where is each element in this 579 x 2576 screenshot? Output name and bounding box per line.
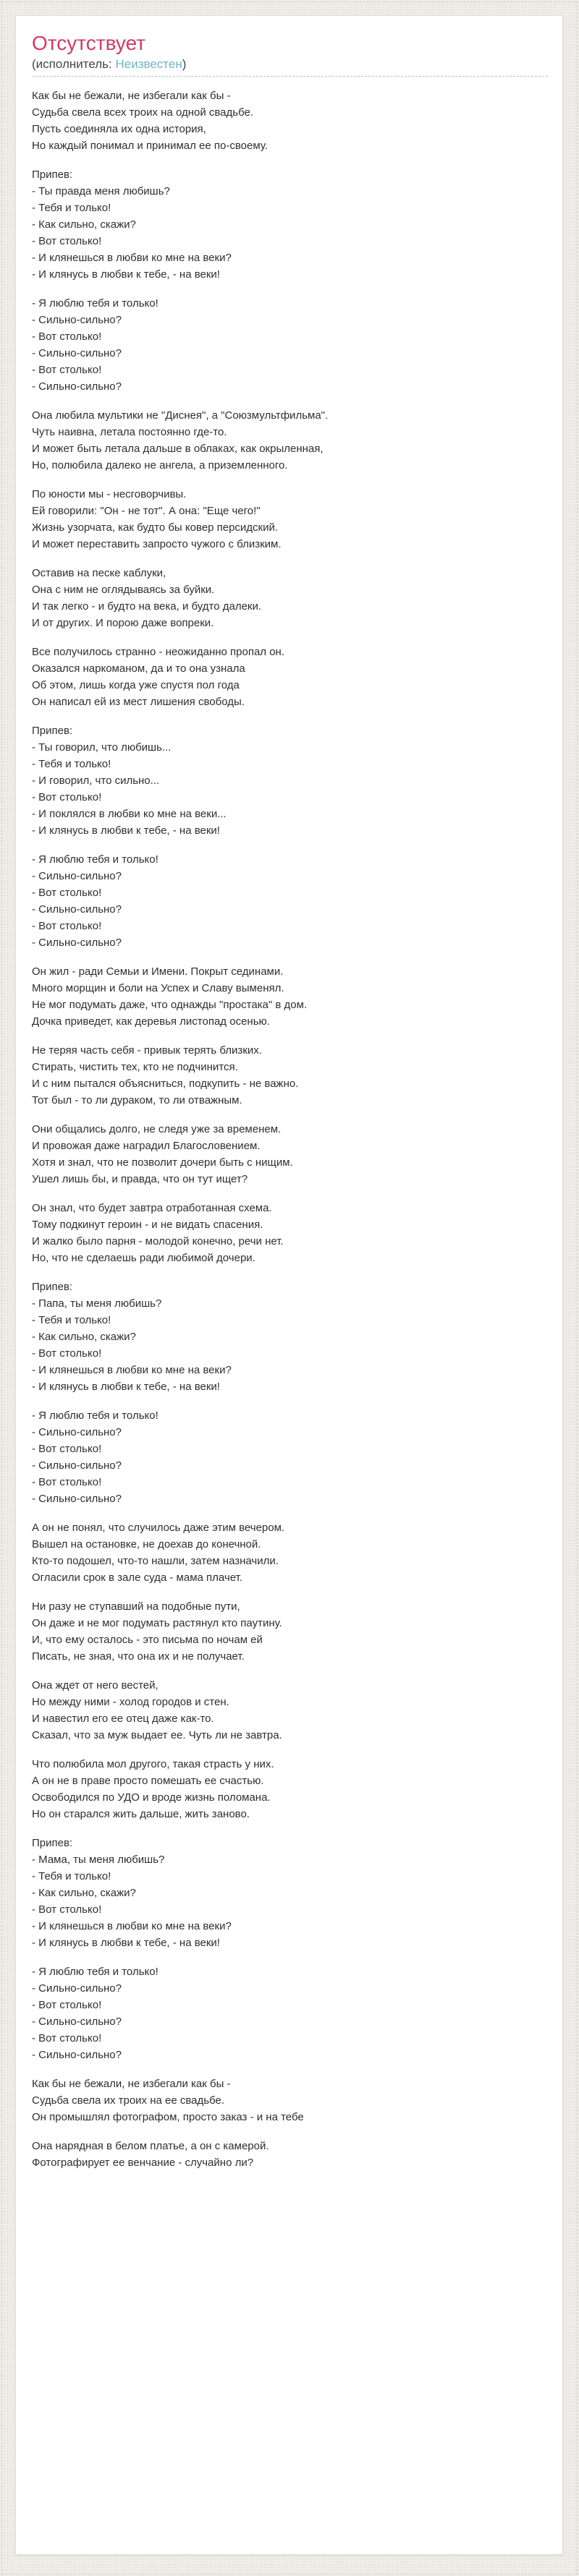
lyric-line: Припев:: [32, 1837, 73, 1849]
lyric-line: - Сильно-сильно?: [32, 937, 122, 949]
song-title: Отсутствует: [32, 32, 146, 54]
stanza: [32, 1121, 548, 1187]
lyric-line: И от других. И порою даже вопреки.: [32, 617, 214, 629]
lyric-line: - Вот столько!: [32, 1443, 102, 1455]
lyric-line: По юности мы - несговорчивы.: [32, 488, 187, 500]
lyric-line: Она с ним не оглядываясь за буйки.: [32, 584, 215, 596]
lyric-line: - Вот столько!: [32, 364, 102, 376]
lyric-line: Но он старался жить дальше, жить заново.: [32, 1808, 250, 1820]
lyric-line: - Тебя и только!: [32, 1314, 111, 1326]
lyric-line: - Сильно-сильно?: [32, 1426, 122, 1438]
lyric-line: Тот был - то ли дураком, то ли отважным.: [32, 1094, 242, 1106]
artist-link[interactable]: Неизвестен: [115, 57, 182, 71]
lyric-line: Она любила мультики не "Диснея", а "Союзмультфильма".: [32, 409, 329, 422]
lyric-line: Ей говорили: "Он - не тот". А она: "Еще чего!": [32, 505, 261, 517]
lyric-line: - Тебя и только!: [32, 202, 111, 214]
lyric-line: - Вот столько!: [32, 887, 102, 899]
lyric-line: - И клянешься в любви ко мне на веки?: [32, 1364, 232, 1376]
lyric-line: Он промышлял фотографом, просто заказ - и на тебе: [32, 2111, 304, 2123]
lyric-line: - Вот столько!: [32, 330, 102, 343]
lyric-line: - Папа, ты меня любишь?: [32, 1297, 162, 1310]
lyric-line: - Сильно-сильно?: [32, 2049, 122, 2061]
lyric-line: Пусть соединяла их одна история,: [32, 123, 206, 135]
stanza: [32, 1519, 548, 1586]
lyric-line: Судьба свела всех троих на одной свадьбе.: [32, 106, 254, 119]
lyric-line: Дочка приведет, как деревья листопад осенью.: [32, 1015, 270, 1028]
lyric-line: Вышел на остановке, не доехав до конечной.: [32, 1538, 261, 1551]
lyric-line: Судьба свела их троих на ее свадьбе.: [32, 2094, 225, 2107]
lyric-line: Что полюбила мол другого, такая страсть у них.: [32, 1758, 274, 1770]
stanza: [32, 1835, 548, 1951]
lyric-line: - Сильно-сильно?: [32, 1982, 122, 1995]
lyrics: [32, 88, 548, 2171]
lyric-line: - И клянусь в любви к тебе, - на веки!: [32, 824, 220, 837]
lyric-line: Припев:: [32, 1281, 73, 1293]
lyric-line: - Тебя и только!: [32, 1870, 111, 1882]
lyric-line: - И поклялся в любви ко мне на веки...: [32, 808, 227, 820]
lyric-line: Все получилось странно - неожиданно пропал он.: [32, 646, 285, 658]
stanza: [32, 1042, 548, 1109]
lyric-line: Жизнь узорчата, как будто бы ковер персидский.: [32, 521, 279, 534]
lyric-line: Сказал, что за муж выдает ее. Чуть ли не завтра.: [32, 1729, 282, 1741]
lyric-line: И так легко - и будто на века, и будто далеки.: [32, 600, 262, 613]
lyric-line: Но между ними - холод городов и стен.: [32, 1696, 229, 1708]
lyric-line: И провожая даже наградил Благословением.: [32, 1140, 261, 1152]
stanza: [32, 1756, 548, 1822]
lyric-line: - Как сильно, скажи?: [32, 1887, 136, 1899]
lyric-line: И может переставить запросто чужого с близким.: [32, 538, 282, 550]
lyric-line: Оставив на песке каблуки,: [32, 567, 166, 579]
lyric-line: - Сильно-сильно?: [32, 1459, 122, 1472]
lyric-line: Писать, не зная, что она их и не получает.: [32, 1650, 245, 1663]
lyric-line: - Ты правда меня любишь?: [32, 185, 170, 197]
lyric-line: Ни разу не ступавший на подобные пути,: [32, 1600, 240, 1613]
lyrics-card: [15, 15, 563, 2555]
lyric-line: И навестил его ее отец даже как-то.: [32, 1713, 214, 1725]
lyric-line: Стирать, чистить тех, кто не подчинится.: [32, 1061, 238, 1073]
lyric-line: Но, что не сделаешь ради любимой дочери.: [32, 1252, 255, 1264]
stanza: [32, 565, 548, 631]
stanza: [32, 166, 548, 283]
lyric-line: Она нарядная в белом платье, а он с камерой.: [32, 2140, 269, 2152]
lyric-line: Он жил - ради Семьи и Имени. Покрыт сединами.: [32, 965, 284, 978]
lyric-line: И может быть летала дальше в облаках, как окрыленная,: [32, 443, 324, 455]
lyric-line: Но каждый понимал и принимал ее по-своему.: [32, 140, 268, 152]
stanza: [32, 1279, 548, 1395]
lyric-line: - Вот столько!: [32, 1903, 102, 1916]
lyric-line: - Как сильно, скажи?: [32, 1331, 136, 1343]
lyric-line: Хотя и знал, что не позволит дочери быть с нищим.: [32, 1156, 293, 1169]
lyric-line: Кто-то подошел, что-то нашли, затем назначили.: [32, 1555, 279, 1567]
lyric-line: - Сильно-сильно?: [32, 903, 122, 916]
lyric-line: Припев:: [32, 725, 73, 737]
lyric-line: Он даже и не мог подумать растянул кто паутину.: [32, 1617, 282, 1629]
lyric-line: - Вот столько!: [32, 1999, 102, 2011]
stanza: [32, 851, 548, 951]
lyric-line: - И клянешься в любви ко мне на веки?: [32, 252, 232, 264]
lyric-line: Много морщин и боли на Успех и Славу выменял.: [32, 982, 284, 994]
lyric-line: - Сильно-сильно?: [32, 314, 122, 326]
stanza: [32, 644, 548, 710]
stanza: [32, 1963, 548, 2063]
stanza: [32, 88, 548, 154]
lyric-line: Об этом, лишь когда уже спустя пол года: [32, 679, 240, 691]
lyric-line: - Сильно-сильно?: [32, 2016, 122, 2028]
lyric-line: - Сильно-сильно?: [32, 1493, 122, 1505]
stanza: [32, 2138, 548, 2171]
lyric-line: Чуть наивна, летала постоянно где-то.: [32, 426, 227, 438]
stanza: [32, 963, 548, 1030]
stanza: [32, 295, 548, 395]
stanza: [32, 2076, 548, 2125]
artist-line: [32, 58, 548, 77]
lyric-line: - Я люблю тебя и только!: [32, 853, 159, 866]
stanza: [32, 1407, 548, 1507]
lyric-line: А он не в праве просто помешать ее счастью.: [32, 1775, 264, 1787]
lyric-line: - Вот столько!: [32, 2032, 102, 2044]
lyric-line: Фотографирует ее венчание - случайно ли?: [32, 2157, 254, 2169]
lyric-line: - И клянусь в любви к тебе, - на веки!: [32, 1381, 220, 1393]
lyric-line: - Сильно-сильно?: [32, 380, 122, 393]
lyric-line: Он написал ей из мест лишения свободы.: [32, 696, 245, 708]
lyric-line: - И клянешься в любви ко мне на веки?: [32, 1920, 232, 1932]
lyric-line: - Мама, ты меня любишь?: [32, 1854, 165, 1866]
lyric-line: - И говорил, что сильно...: [32, 775, 160, 787]
lyric-line: Как бы не бежали, не избегали как бы -: [32, 90, 231, 102]
stanza: [32, 1677, 548, 1744]
lyric-line: И жалко было парня - молодой конечно, речи нет.: [32, 1235, 284, 1248]
lyric-line: И с ним пытался объясниться, подкупить - не важно.: [32, 1078, 299, 1090]
lyric-line: Не теряя часть себя - привык терять близких.: [32, 1044, 262, 1057]
lyric-line: - Вот столько!: [32, 791, 102, 803]
stanza: [32, 407, 548, 474]
lyric-line: - Тебя и только!: [32, 758, 111, 770]
lyric-line: - Сильно-сильно?: [32, 347, 122, 359]
lyric-line: Огласили срок в зале суда - мама плачет.: [32, 1571, 242, 1584]
stanza: [32, 1598, 548, 1665]
stanza: [32, 486, 548, 553]
lyric-line: Но, полюбила далеко не ангела, а приземленного.: [32, 459, 288, 472]
artist-label-prefix: (исполнитель:: [32, 57, 116, 71]
lyric-line: - Вот столько!: [32, 920, 102, 932]
lyric-line: Они общались долго, не следя уже за временем.: [32, 1123, 282, 1135]
artist-label-suffix: ): [182, 57, 187, 71]
lyric-line: - Сильно-сильно?: [32, 870, 122, 882]
lyric-line: Припев:: [32, 169, 73, 181]
lyric-line: И, что ему осталось - это письма по ночам ей: [32, 1634, 263, 1646]
lyric-line: А он не понял, что случилось даже этим вечером.: [32, 1522, 285, 1534]
lyric-line: - Я люблю тебя и только!: [32, 1966, 159, 1978]
lyric-line: Он знал, что будет завтра отработанная схема.: [32, 1202, 272, 1214]
lyric-line: - И клянусь в любви к тебе, - на веки!: [32, 268, 220, 281]
lyric-line: Как бы не бежали, не избегали как бы -: [32, 2078, 231, 2090]
lyric-line: Она ждет от него вестей,: [32, 1679, 159, 1692]
lyric-line: - И клянусь в любви к тебе, - на веки!: [32, 1937, 220, 1949]
lyric-line: - Я люблю тебя и только!: [32, 297, 159, 310]
stanza: [32, 722, 548, 839]
stanza: [32, 1200, 548, 1266]
lyric-line: Ушел лишь бы, и правда, что он тут ищет?: [32, 1173, 248, 1185]
lyric-line: - Я люблю тебя и только!: [32, 1409, 159, 1422]
lyric-line: Не мог подумать даже, что однажды "простака" в дом.: [32, 999, 308, 1011]
lyric-line: - Вот столько!: [32, 1476, 102, 1488]
lyric-line: - Ты говорил, что любишь...: [32, 741, 172, 754]
lyric-line: - Вот столько!: [32, 1347, 102, 1360]
lyric-line: - Как сильно, скажи?: [32, 218, 136, 231]
lyric-line: Освободился по УДО и вроде жизнь поломана.: [32, 1791, 271, 1804]
lyric-line: Тому подкинут героин - и не видать спасения.: [32, 1219, 263, 1231]
lyric-line: Оказался наркоманом, да и то она узнала: [32, 662, 245, 675]
lyric-line: - Вот столько!: [32, 235, 102, 247]
